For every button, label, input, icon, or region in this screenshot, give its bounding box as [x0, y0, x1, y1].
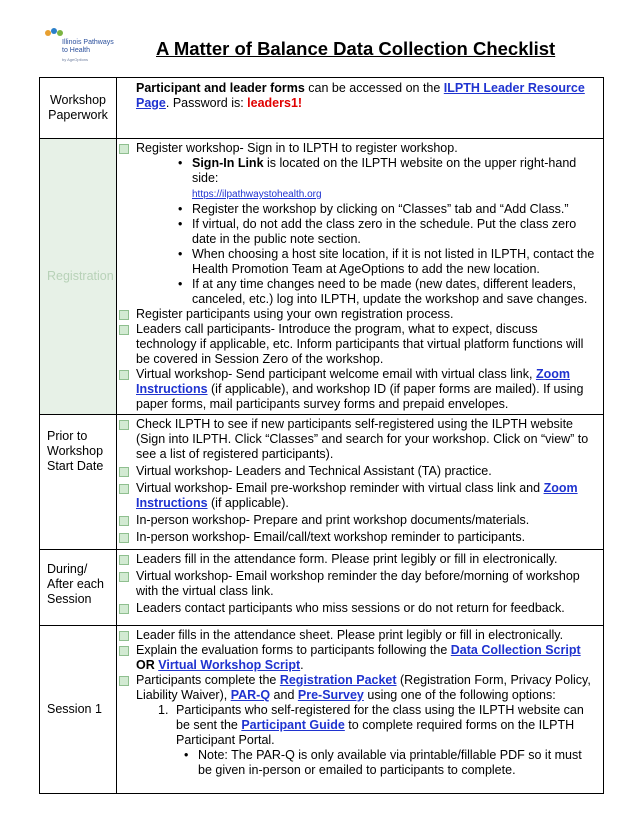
virtual-workshop-script-link[interactable]: Virtual Workshop Script — [158, 658, 301, 672]
sub-item: • If at any time changes need to be made (new dates, different leaders, canceled, etc.) log into ILPTH, update the workshop and save changes. — [178, 277, 588, 306]
checkbox[interactable] — [119, 631, 129, 641]
logo — [44, 26, 124, 76]
checkbox[interactable] — [119, 572, 129, 582]
par-q-link[interactable]: PAR-Q — [230, 688, 271, 702]
checklist-item: Register participants using your own registration process. — [117, 307, 599, 322]
checklist-item: Leader fills in the attendance sheet. Please print legibly or fill in electronically. — [117, 628, 599, 643]
row-label: Prior to Workshop Start Date — [40, 415, 117, 550]
row-label: Registration — [40, 139, 117, 415]
checkbox[interactable] — [119, 420, 129, 430]
checklist-item: Virtual workshop- Send participant welcome email with virtual class link, Zoom Instructions (if applicable), and workshop ID (if paper forms are mailed). If using paper forms, mail participants survey forms and prepaid envelopes. — [117, 367, 599, 412]
checkbox[interactable] — [119, 555, 129, 565]
numbered-list — [136, 703, 599, 778]
row-label: Workshop Paperwork — [40, 78, 117, 139]
checklist-table — [39, 77, 604, 794]
checklist-item: Virtual workshop- Leaders and Technical Assistant (TA) practice. — [117, 464, 599, 479]
checkbox[interactable] — [119, 516, 129, 526]
row-workshop-paperwork — [40, 78, 604, 139]
row-session-1 — [40, 626, 604, 794]
checkbox[interactable] — [119, 646, 129, 656]
row-label: During/ After each Session — [40, 550, 117, 626]
checklist-item: Participants complete the Registration Packet (Registration Form, Privacy Policy, Liability Waiver), PAR-Q and Pre-Survey using one of the following options: 1. Participants who self-registered for the class using the ILPTH website can be sent the Participant Guide to complete required forms on the ILPTH Participant Portal. • Note: The PAR-Q is only available via printable/fillable PDF so it must be given in-person or emailed to participants to complete. — [117, 673, 599, 778]
checkbox[interactable] — [119, 533, 129, 543]
row-content — [117, 415, 604, 550]
checklist-item: Virtual workshop- Email pre-workshop reminder with virtual class link and Zoom Instructions (if applicable). — [117, 481, 599, 511]
sub-item: • Sign-In Link is located on the ILPTH website on the upper right-hand side: https://ilpathwaystohealth.org — [178, 156, 577, 200]
row-registration — [40, 139, 604, 415]
note-item: • Note: The PAR-Q is only available via printable/fillable PDF so it must be given in-person or emailed to participants to complete. — [184, 748, 582, 777]
checklist-item: Leaders call participants- Introduce the program, what to expect, discuss technology if applicable, etc. Inform participants that virtual platform functions will be covered in Session Zero of the workshop. — [117, 322, 599, 367]
checkbox[interactable] — [119, 604, 129, 614]
checklist-item: Leaders fill in the attendance form. Please print legibly or fill in electronically. — [117, 552, 599, 567]
checkbox[interactable] — [119, 144, 129, 154]
checkbox[interactable] — [119, 310, 129, 320]
checklist-item: In-person workshop- Prepare and print workshop documents/materials. — [117, 513, 599, 528]
sub-item: • When choosing a host site location, if it is not listed in ILPTH, contact the Health Promotion Team at AgeOptions to add the new location. — [178, 247, 595, 276]
checklist-item: Virtual workshop- Email workshop reminder the day before/morning of workshop with the virtual class link. — [117, 569, 599, 599]
registration-packet-link[interactable]: Registration Packet — [279, 673, 397, 687]
zoom-instructions-link[interactable]: Zoom Instructions — [136, 481, 578, 510]
row-prior-to-start — [40, 415, 604, 550]
page-title: A Matter of Balance Data Collection Checklist — [156, 38, 556, 59]
row-during-after-session — [40, 550, 604, 626]
row-content — [117, 550, 604, 626]
sub-item: • Register the workshop by clicking on “Classes” tab and “Add Class.” — [178, 202, 569, 216]
sub-item: • If virtual, do not add the class zero in the schedule. Put the class zero date in the public note section. — [178, 217, 577, 246]
note-list — [176, 748, 599, 778]
checklist-item: Register workshop- Sign in to ILPTH to register workshop. • Sign-In Link is located on the ILPTH website on the upper right-hand side: https://ilpathwaystohealth.org • Register the workshop by clicking on “Classes” tab and “Add Class.” • If virtual, do not add the class zero in the schedule. Put the class zero date in the public note section. • When choosing a host site location, if it is not listed in ILPTH, contact the Health Promotion Team at AgeOptions to add the new location. • If at any time changes need to be made (new dates, different leaders, canceled, etc.) log into ILPTH, update the workshop and save changes. — [117, 141, 599, 307]
checkbox[interactable] — [119, 370, 129, 380]
zoom-instructions-link[interactable]: Zoom Instructions — [136, 367, 570, 396]
checklist-item: Explain the evaluation forms to participants following the Data Collection Script OR Virtual Workshop Script. — [117, 643, 599, 673]
checklist-item: In-person workshop- Email/call/text workshop reminder to participants. — [117, 530, 599, 545]
participant-guide-link[interactable]: Participant Guide — [241, 718, 345, 732]
checkbox[interactable] — [119, 325, 129, 335]
logo-text-line3: by AgeOptions — [62, 57, 89, 62]
logo-text-line2: to Health — [62, 47, 91, 54]
checklist-item: Check ILPTH to see if new participants self-registered using the ILPTH website (Sign into ILPTH. Click “Classes” and search for your workshop. Click on “view” to see a list of registered participants). — [117, 417, 599, 462]
row-label: Session 1 — [40, 626, 117, 794]
leader-resource-page-link[interactable]: ILPTH Leader Resource Page — [136, 81, 585, 110]
checkbox[interactable] — [119, 467, 129, 477]
checklist-item: Leaders contact participants who miss sessions or do not return for feedback. — [117, 601, 599, 616]
row-content: Participant and leader forms can be accessed on the ILPTH Leader Resource Page. Password is: leaders1! — [117, 78, 604, 139]
data-collection-script-link[interactable]: Data Collection Script — [450, 643, 581, 657]
logo-mark-icon — [44, 26, 64, 40]
row-content — [117, 626, 604, 794]
ilpth-website-link[interactable]: https://ilpathwaystohealth.org — [192, 189, 322, 200]
sub-list — [136, 156, 599, 307]
numbered-item: 1. Participants who self-registered for the class using the ILPTH website can be sent the Participant Guide to complete required forms on the ILPTH Participant Portal. • Note: The PAR-Q is only available via printable/fillable PDF so it must be given in-person or emailed to participants to complete. — [136, 703, 599, 778]
password-text: leaders1! — [247, 96, 303, 110]
row-content — [117, 139, 604, 415]
logo-text-line1: Illinois Pathways — [62, 39, 114, 46]
checkbox[interactable] — [119, 484, 129, 494]
checkbox[interactable] — [119, 676, 129, 686]
pre-survey-link[interactable]: Pre-Survey — [297, 688, 364, 702]
